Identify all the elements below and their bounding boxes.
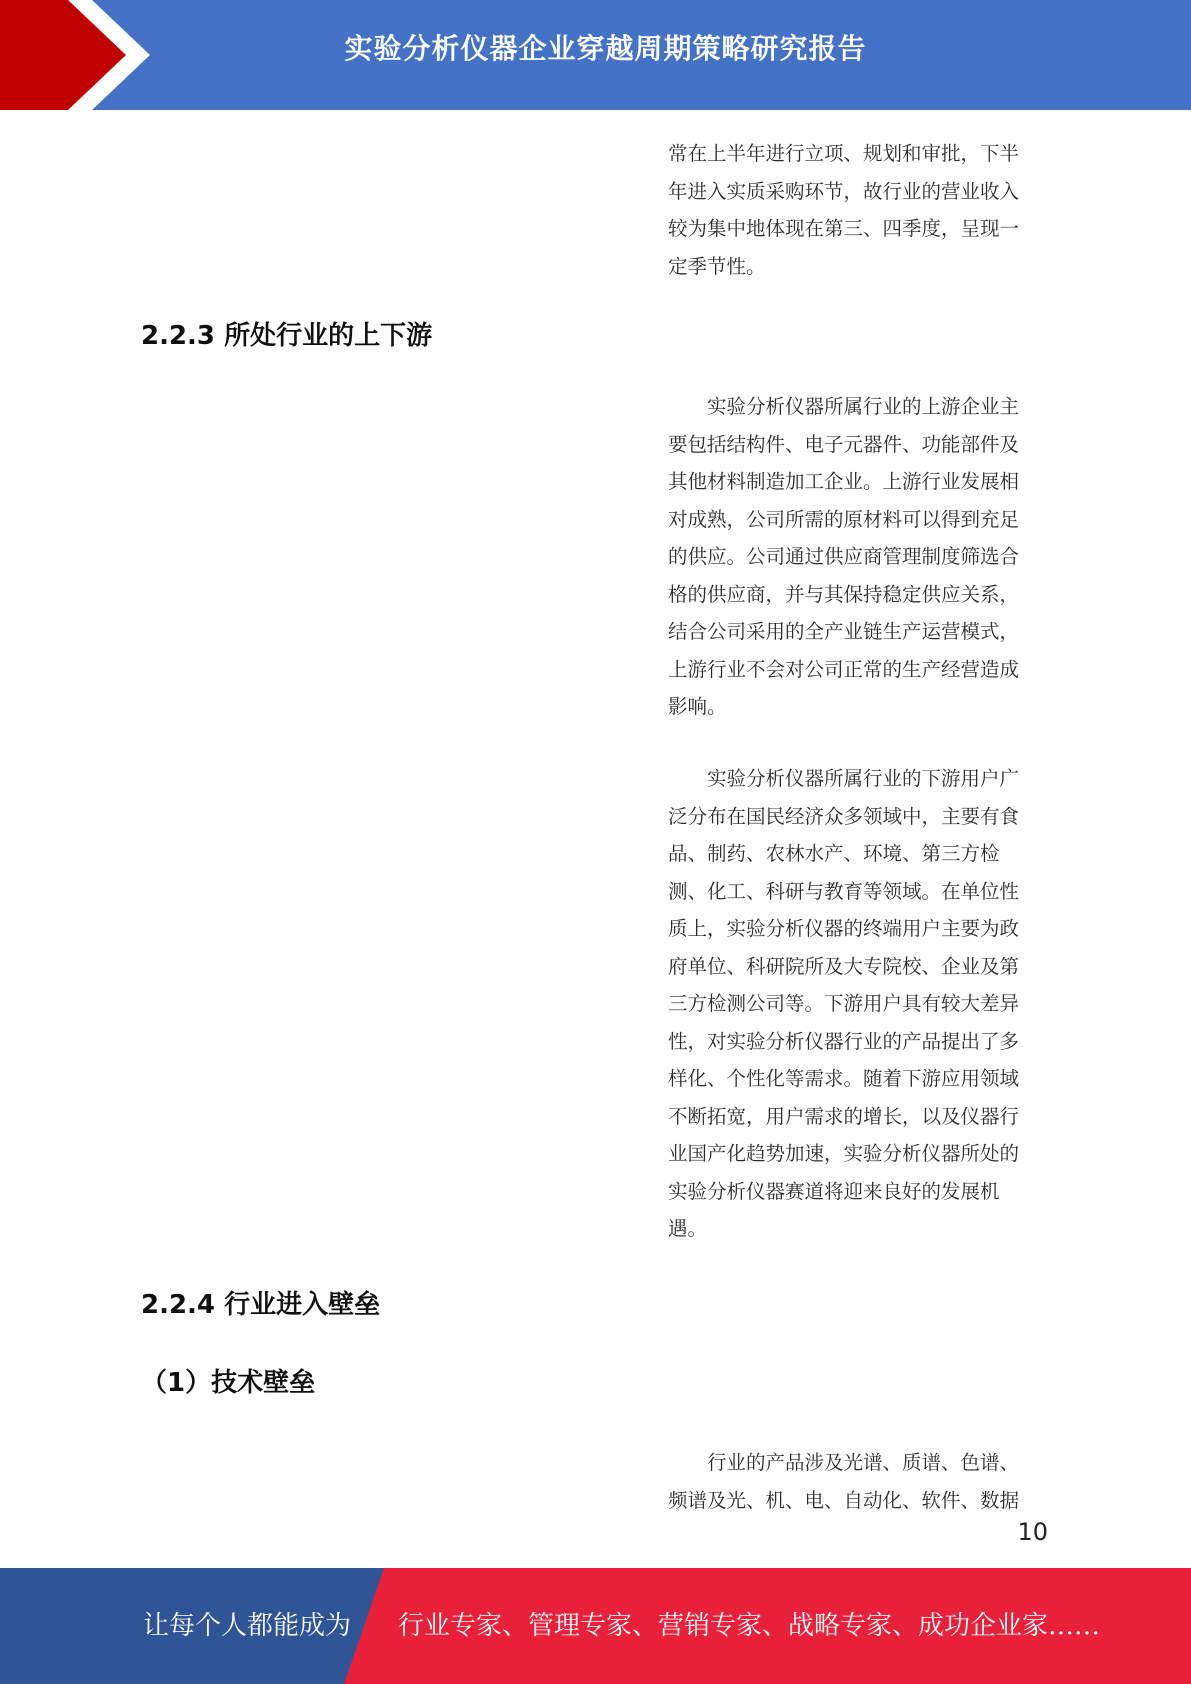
text-line: 三方检测公司等。下游用户具有较大差异 — [668, 992, 1020, 1015]
paragraph-downstream — [668, 760, 1048, 1248]
section-heading-2-2-3: 2.2.3 所处行业的上下游 — [141, 321, 433, 351]
text-line: 品、制药、农林水产、环境、第三方检 — [668, 842, 1000, 865]
text-line: 要包括结构件、电子元器件、功能部件及 — [668, 432, 1020, 456]
document-title: 实验分析仪器企业穿越周期策略研究报告 — [344, 32, 867, 65]
text-line: 格的供应商，并与其保持稳定供应关系， — [668, 582, 1020, 606]
text-line: 对成熟，公司所需的原材料可以得到充足 — [668, 507, 1020, 531]
footer-slogan-right: 行业专家、管理专家、营销专家、战略专家、成功企业家…… — [398, 1611, 1101, 1641]
text-line: 频谱及光、机、电、自动化、软件、数据 — [668, 1488, 1020, 1512]
subsection-heading-tech-barrier: （1）技术壁垒 — [141, 1368, 316, 1398]
paragraph-upstream — [668, 388, 1048, 726]
text-line: 常在上半年进行立项、规划和审批，下半 — [668, 142, 1020, 165]
text-line: 不断拓宽，用户需求的增长，以及仪器行 — [668, 1104, 1020, 1128]
paragraph-tech-barrier — [668, 1444, 1048, 1519]
text-line: 上游行业不会对公司正常的生产经营造成 — [668, 657, 1020, 681]
text-line: 性，对实验分析仪器行业的产品提出了多 — [668, 1029, 1020, 1053]
text-line: 质上，实验分析仪器的终端用户主要为政 — [668, 917, 1020, 940]
text-line: 结合公司采用的全产业链生产运营模式， — [668, 620, 1020, 643]
text-line: 实验分析仪器所属行业的下游用户广 — [668, 767, 1020, 790]
text-line: 遇。 — [668, 1217, 708, 1240]
header-banner — [0, 0, 1191, 110]
section-heading-2-2-4: 2.2.4 行业进入壁垒 — [141, 1290, 381, 1320]
text-line: 测、化工、科研与教育等领域。在单位性 — [668, 879, 1020, 903]
text-line: 样化、个性化等需求。随着下游应用领域 — [668, 1067, 1020, 1090]
footer-banner — [0, 1568, 1191, 1684]
text-line: 定季节性。 — [668, 254, 766, 278]
text-line: 实验分析仪器所属行业的上游企业主 — [668, 395, 1020, 418]
footer-slogan-left: 让每个人都能成为 — [143, 1611, 352, 1641]
text-line: 较为集中地体现在第三、四季度，呈现一 — [668, 217, 1020, 240]
text-line: 其他材料制造加工企业。上游行业发展相 — [668, 470, 1020, 493]
text-line: 实验分析仪器赛道将迎来良好的发展机 — [668, 1179, 1000, 1203]
text-line: 影响。 — [668, 695, 727, 718]
paragraph-seasonality — [668, 135, 1048, 285]
text-line: 业国产化趋势加速，实验分析仪器所处的 — [668, 1142, 1020, 1165]
text-line: 泛分布在国民经济众多领域中，主要有食 — [668, 804, 1020, 828]
text-line: 年进入实质采购环节，故行业的营业收入 — [668, 179, 1020, 203]
page-number: 10 — [1017, 1518, 1048, 1546]
text-line: 府单位、科研院所及大专院校、企业及第 — [668, 954, 1020, 978]
text-line: 的供应。公司通过供应商管理制度筛选合 — [668, 545, 1020, 568]
text-line: 行业的产品涉及光谱、质谱、色谱、 — [668, 1451, 1020, 1474]
